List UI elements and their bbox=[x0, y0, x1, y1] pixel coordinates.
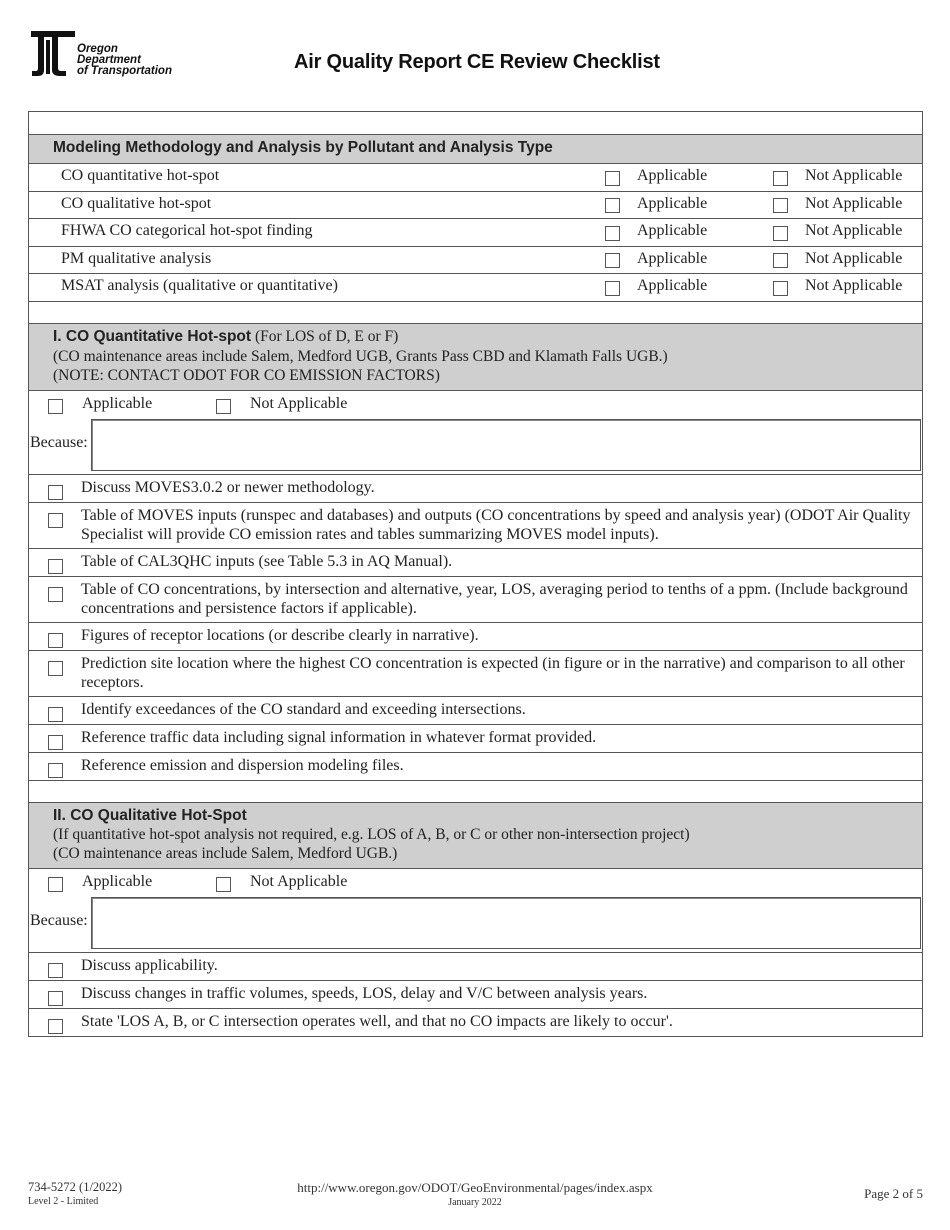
not-applicable-checkbox[interactable] bbox=[773, 281, 788, 296]
not-applicable-option[interactable]: Not Applicable bbox=[773, 253, 902, 269]
analysis-type-row bbox=[29, 191, 922, 219]
access-level: Level 2 - Limited bbox=[28, 1196, 99, 1207]
footer-url[interactable]: http://www.oregon.gov/ODOT/GeoEnvironmental/pages/index.aspx bbox=[297, 1180, 653, 1195]
section2-because-row bbox=[29, 896, 922, 952]
analysis-type-row bbox=[29, 273, 922, 301]
checklist-table bbox=[28, 111, 923, 1037]
applicable-option[interactable]: Applicable bbox=[605, 170, 707, 186]
footer-center bbox=[0, 1180, 950, 1208]
applicable-checkbox[interactable] bbox=[605, 198, 620, 213]
section1-applicability bbox=[29, 390, 922, 418]
checklist-item bbox=[29, 980, 922, 1008]
not-applicable-checkbox[interactable] bbox=[773, 198, 788, 213]
odot-logo bbox=[30, 30, 200, 80]
analysis-type-label: MSAT analysis (qualitative or quantitative) bbox=[61, 277, 338, 294]
checklist-item-text: Table of CAL3QHC inputs (see Table 5.3 in AQ Manual). bbox=[81, 552, 453, 570]
section1-title-suffix: (For LOS of D, E or F) bbox=[251, 327, 399, 345]
checklist-item-text: Identify exceedances of the CO standard and exceeding intersections. bbox=[81, 700, 526, 718]
checklist-item bbox=[29, 952, 922, 980]
section2-applicable-checkbox[interactable] bbox=[48, 877, 63, 892]
applicable-checkbox[interactable] bbox=[605, 226, 620, 241]
form-number: 734-5272 (1/2022) bbox=[28, 1180, 123, 1194]
section2-note: (If quantitative hot-spot analysis not required, e.g. LOS of A, B, or C or other non-intersection project) bbox=[53, 825, 690, 843]
odot-logo-mark-icon bbox=[30, 30, 76, 78]
modeling-section-header bbox=[29, 134, 922, 163]
not-applicable-option[interactable]: Not Applicable bbox=[773, 170, 902, 186]
section2-header bbox=[29, 802, 922, 868]
section2-title: II. CO Qualitative Hot-Spot bbox=[53, 806, 247, 824]
checklist-item-checkbox[interactable] bbox=[48, 587, 63, 602]
checklist-item-checkbox[interactable] bbox=[48, 763, 63, 778]
checklist-item-checkbox[interactable] bbox=[48, 513, 63, 528]
footer-date: January 2022 bbox=[448, 1197, 502, 1208]
checklist-item-text: Table of MOVES inputs (runspec and databases) and outputs (CO concentrations by speed and analysis year) (ODOT Air Quality Specialist will provide CO emission rates and tables summarizing MOVES model inputs). bbox=[81, 506, 911, 543]
document-title: Air Quality Report CE Review Checklist bbox=[294, 51, 660, 73]
checklist-item-text: Discuss applicability. bbox=[81, 956, 218, 974]
checklist-item-checkbox[interactable] bbox=[48, 707, 63, 722]
checklist-item bbox=[29, 650, 922, 696]
section2-not-applicable-option[interactable]: Not Applicable bbox=[216, 876, 347, 894]
checklist-item-text: Discuss changes in traffic volumes, speeds, LOS, delay and V/C between analysis years. bbox=[81, 984, 648, 1002]
section1-not-applicable-option[interactable]: Not Applicable bbox=[216, 398, 347, 416]
checklist-item-checkbox[interactable] bbox=[48, 633, 63, 648]
page-number: Page 2 of 5 bbox=[864, 1186, 923, 1201]
checklist-item-text: Reference traffic data including signal information in whatever format provided. bbox=[81, 728, 597, 746]
section1-note: (NOTE: CONTACT ODOT FOR CO EMISSION FACTORS) bbox=[53, 366, 440, 384]
checklist-item bbox=[29, 502, 922, 548]
checklist-item bbox=[29, 1008, 922, 1036]
checklist-item-checkbox[interactable] bbox=[48, 991, 63, 1006]
checklist-item bbox=[29, 548, 922, 576]
applicable-checkbox[interactable] bbox=[605, 281, 620, 296]
checklist-item bbox=[29, 576, 922, 622]
section2-because-label: Because: bbox=[30, 911, 88, 929]
analysis-type-label: FHWA CO categorical hot-spot finding bbox=[61, 222, 313, 239]
section1-because-label: Because: bbox=[30, 433, 88, 451]
analysis-type-row bbox=[29, 163, 922, 191]
checklist-item-text: Reference emission and dispersion modeling files. bbox=[81, 756, 404, 774]
applicable-option[interactable]: Applicable bbox=[605, 225, 707, 241]
applicable-option[interactable]: Applicable bbox=[605, 280, 707, 296]
section1-header bbox=[29, 323, 922, 390]
not-applicable-checkbox[interactable] bbox=[773, 171, 788, 186]
section2-applicable-option[interactable]: Applicable bbox=[48, 876, 152, 894]
modeling-section-title: Modeling Methodology and Analysis by Pollutant and Analysis Type bbox=[53, 139, 553, 156]
analysis-type-row bbox=[29, 218, 922, 246]
checklist-item-text: Figures of receptor locations (or describe clearly in narrative). bbox=[81, 626, 479, 644]
checklist-item-checkbox[interactable] bbox=[48, 963, 63, 978]
section2-applicability bbox=[29, 868, 922, 896]
checklist-item bbox=[29, 474, 922, 502]
not-applicable-checkbox[interactable] bbox=[773, 253, 788, 268]
section1-applicable-option[interactable]: Applicable bbox=[48, 398, 152, 416]
section2-note: (CO maintenance areas include Salem, Medford UGB.) bbox=[53, 844, 398, 862]
applicable-checkbox[interactable] bbox=[605, 171, 620, 186]
section1-not-applicable-checkbox[interactable] bbox=[216, 399, 231, 414]
checklist-item-text: Table of CO concentrations, by intersection and alternative, year, LOS, averaging period to tenths of a ppm. (Include background concentrations and persistence factors if applicable). bbox=[81, 580, 908, 617]
section1-because-input[interactable] bbox=[91, 419, 921, 471]
spacer-row bbox=[29, 301, 922, 323]
section1-applicable-checkbox[interactable] bbox=[48, 399, 63, 414]
footer-left bbox=[28, 1180, 122, 1207]
applicable-option[interactable]: Applicable bbox=[605, 198, 707, 214]
checklist-item-checkbox[interactable] bbox=[48, 661, 63, 676]
checklist-item-text: Prediction site location where the highest CO concentration is expected (in figure or in the narrative) and comparison to all other receptors. bbox=[81, 654, 905, 691]
applicable-checkbox[interactable] bbox=[605, 253, 620, 268]
analysis-type-label: CO qualitative hot-spot bbox=[61, 194, 212, 212]
section1-because-row bbox=[29, 418, 922, 474]
agency-name: Oregon Department of Transportation bbox=[77, 43, 172, 77]
not-applicable-checkbox[interactable] bbox=[773, 226, 788, 241]
checklist-item bbox=[29, 696, 922, 724]
section1-title: I. CO Quantitative Hot-spot bbox=[53, 327, 252, 345]
analysis-type-label: PM qualitative analysis bbox=[61, 249, 212, 267]
spacer-row bbox=[29, 780, 922, 802]
section2-not-applicable-checkbox[interactable] bbox=[216, 877, 231, 892]
checklist-item-checkbox[interactable] bbox=[48, 559, 63, 574]
not-applicable-option[interactable]: Not Applicable bbox=[773, 198, 902, 214]
checklist-item bbox=[29, 752, 922, 780]
checklist-item bbox=[29, 622, 922, 650]
analysis-type-row bbox=[29, 246, 922, 274]
checklist-item-checkbox[interactable] bbox=[48, 485, 63, 500]
checklist-item bbox=[29, 724, 922, 752]
section1-note: (CO maintenance areas include Salem, Medford UGB, Grants Pass CBD and Klamath Falls UGB.) bbox=[53, 347, 668, 365]
spacer-row bbox=[29, 112, 922, 134]
checklist-item-text: Discuss MOVES3.0.2 or newer methodology. bbox=[81, 478, 375, 496]
checklist-item-checkbox[interactable] bbox=[48, 1019, 63, 1034]
not-applicable-option[interactable]: Not Applicable bbox=[773, 280, 902, 296]
checklist-item-checkbox[interactable] bbox=[48, 735, 63, 750]
analysis-type-label: CO quantitative hot-spot bbox=[61, 167, 220, 184]
checklist-item-text: State 'LOS A, B, or C intersection operates well, and that no CO impacts are likely to occur'. bbox=[81, 1012, 673, 1030]
section2-because-input[interactable] bbox=[91, 897, 921, 949]
not-applicable-option[interactable]: Not Applicable bbox=[773, 225, 902, 241]
applicable-option[interactable]: Applicable bbox=[605, 253, 707, 269]
